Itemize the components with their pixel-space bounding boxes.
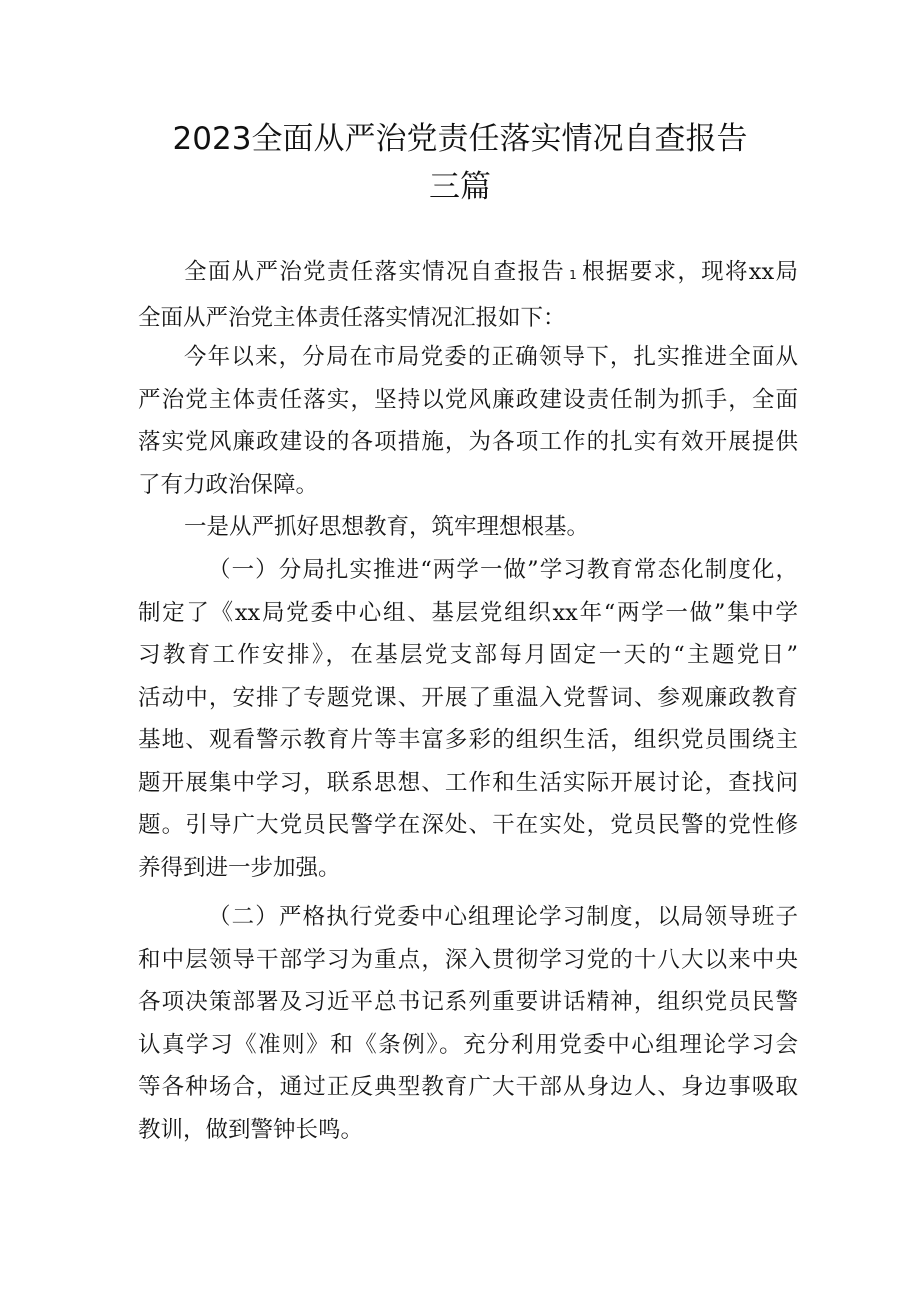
paragraph-line: 严治党主体责任落实，坚持以党风廉政建设责任制为抓手，全面 xyxy=(138,386,798,413)
paragraph-line: 今年以来，分局在市局党委的正确领导下，扎实推进全面从 xyxy=(184,344,798,370)
paragraph-line: 养得到进一步加强。 xyxy=(138,854,341,881)
paragraph-line: 活动中，安排了专题党课、开展了重温入党誓词、参观廉政教育 xyxy=(138,684,798,711)
paragraph-item-one xyxy=(138,549,798,889)
paragraph-overview xyxy=(138,336,798,506)
paragraph-line: 基地、观看警示教育片等丰富多彩的组织生活，组织党员围绕主 xyxy=(138,727,798,753)
paragraph-line: 等各种场合，通过正反典型教育广大干部从身边人、身边事吸取 xyxy=(138,1074,798,1100)
footnote-marker: 1 xyxy=(569,268,577,282)
paragraph-line: 全面从严治党主体责任落实情况汇报如下： xyxy=(138,304,566,331)
paragraph-line: 了有力政治保障。 xyxy=(138,471,319,498)
paragraph-line: （一）分局扎实推进“两学一做”学习教育常态化制度化， xyxy=(208,557,798,583)
paragraph-item-two xyxy=(138,896,798,1151)
paragraph-line: 认真学习《准则》和《条例》。充分利用党委中心组理论学习会 xyxy=(138,1031,798,1058)
paragraph-line: 教训，做到警钟长鸣。 xyxy=(138,1116,364,1143)
paragraph-heading-one xyxy=(138,506,798,549)
document-title-line-2: 三篇 xyxy=(429,169,491,205)
paragraph-intro xyxy=(138,251,798,339)
paragraph-line: 习教育工作安排》，在基层党支部每月固定一天的“主题党日” xyxy=(138,642,798,668)
document-title-line-1: 2023全面从严治党责任落实情况自查报告 xyxy=(172,121,748,157)
paragraph-line: 落实党风廉政建设的各项措施，为各项工作的扎实有效开展提供 xyxy=(138,429,798,455)
paragraph-line: 全面从严治党责任落实情况自查报告 1 根据要求，现将xx局 xyxy=(184,259,798,285)
paragraph-line: 和中层领导干部学习为重点，深入贯彻学习党的十八大以来中央 xyxy=(138,946,798,973)
paragraph-line: 一是从严抓好思想教育，筑牢理想根基。 xyxy=(184,514,590,540)
paragraph-line: 题。引导广大党员民警学在深处、干在实处，党员民警的党性修 xyxy=(138,812,798,838)
paragraph-line: （二）严格执行党委中心组理论学习制度，以局领导班子 xyxy=(208,904,798,930)
paragraph-line: 制定了《xx局党委中心组、基层党组织xx年“两学一做”集中学 xyxy=(138,599,798,626)
paragraph-line: 题开展集中学习，联系思想、工作和生活实际开展讨论，查找问 xyxy=(138,769,798,796)
paragraph-line: 各项决策部署及习近平总书记系列重要讲话精神，组织党员民警 xyxy=(138,989,798,1015)
